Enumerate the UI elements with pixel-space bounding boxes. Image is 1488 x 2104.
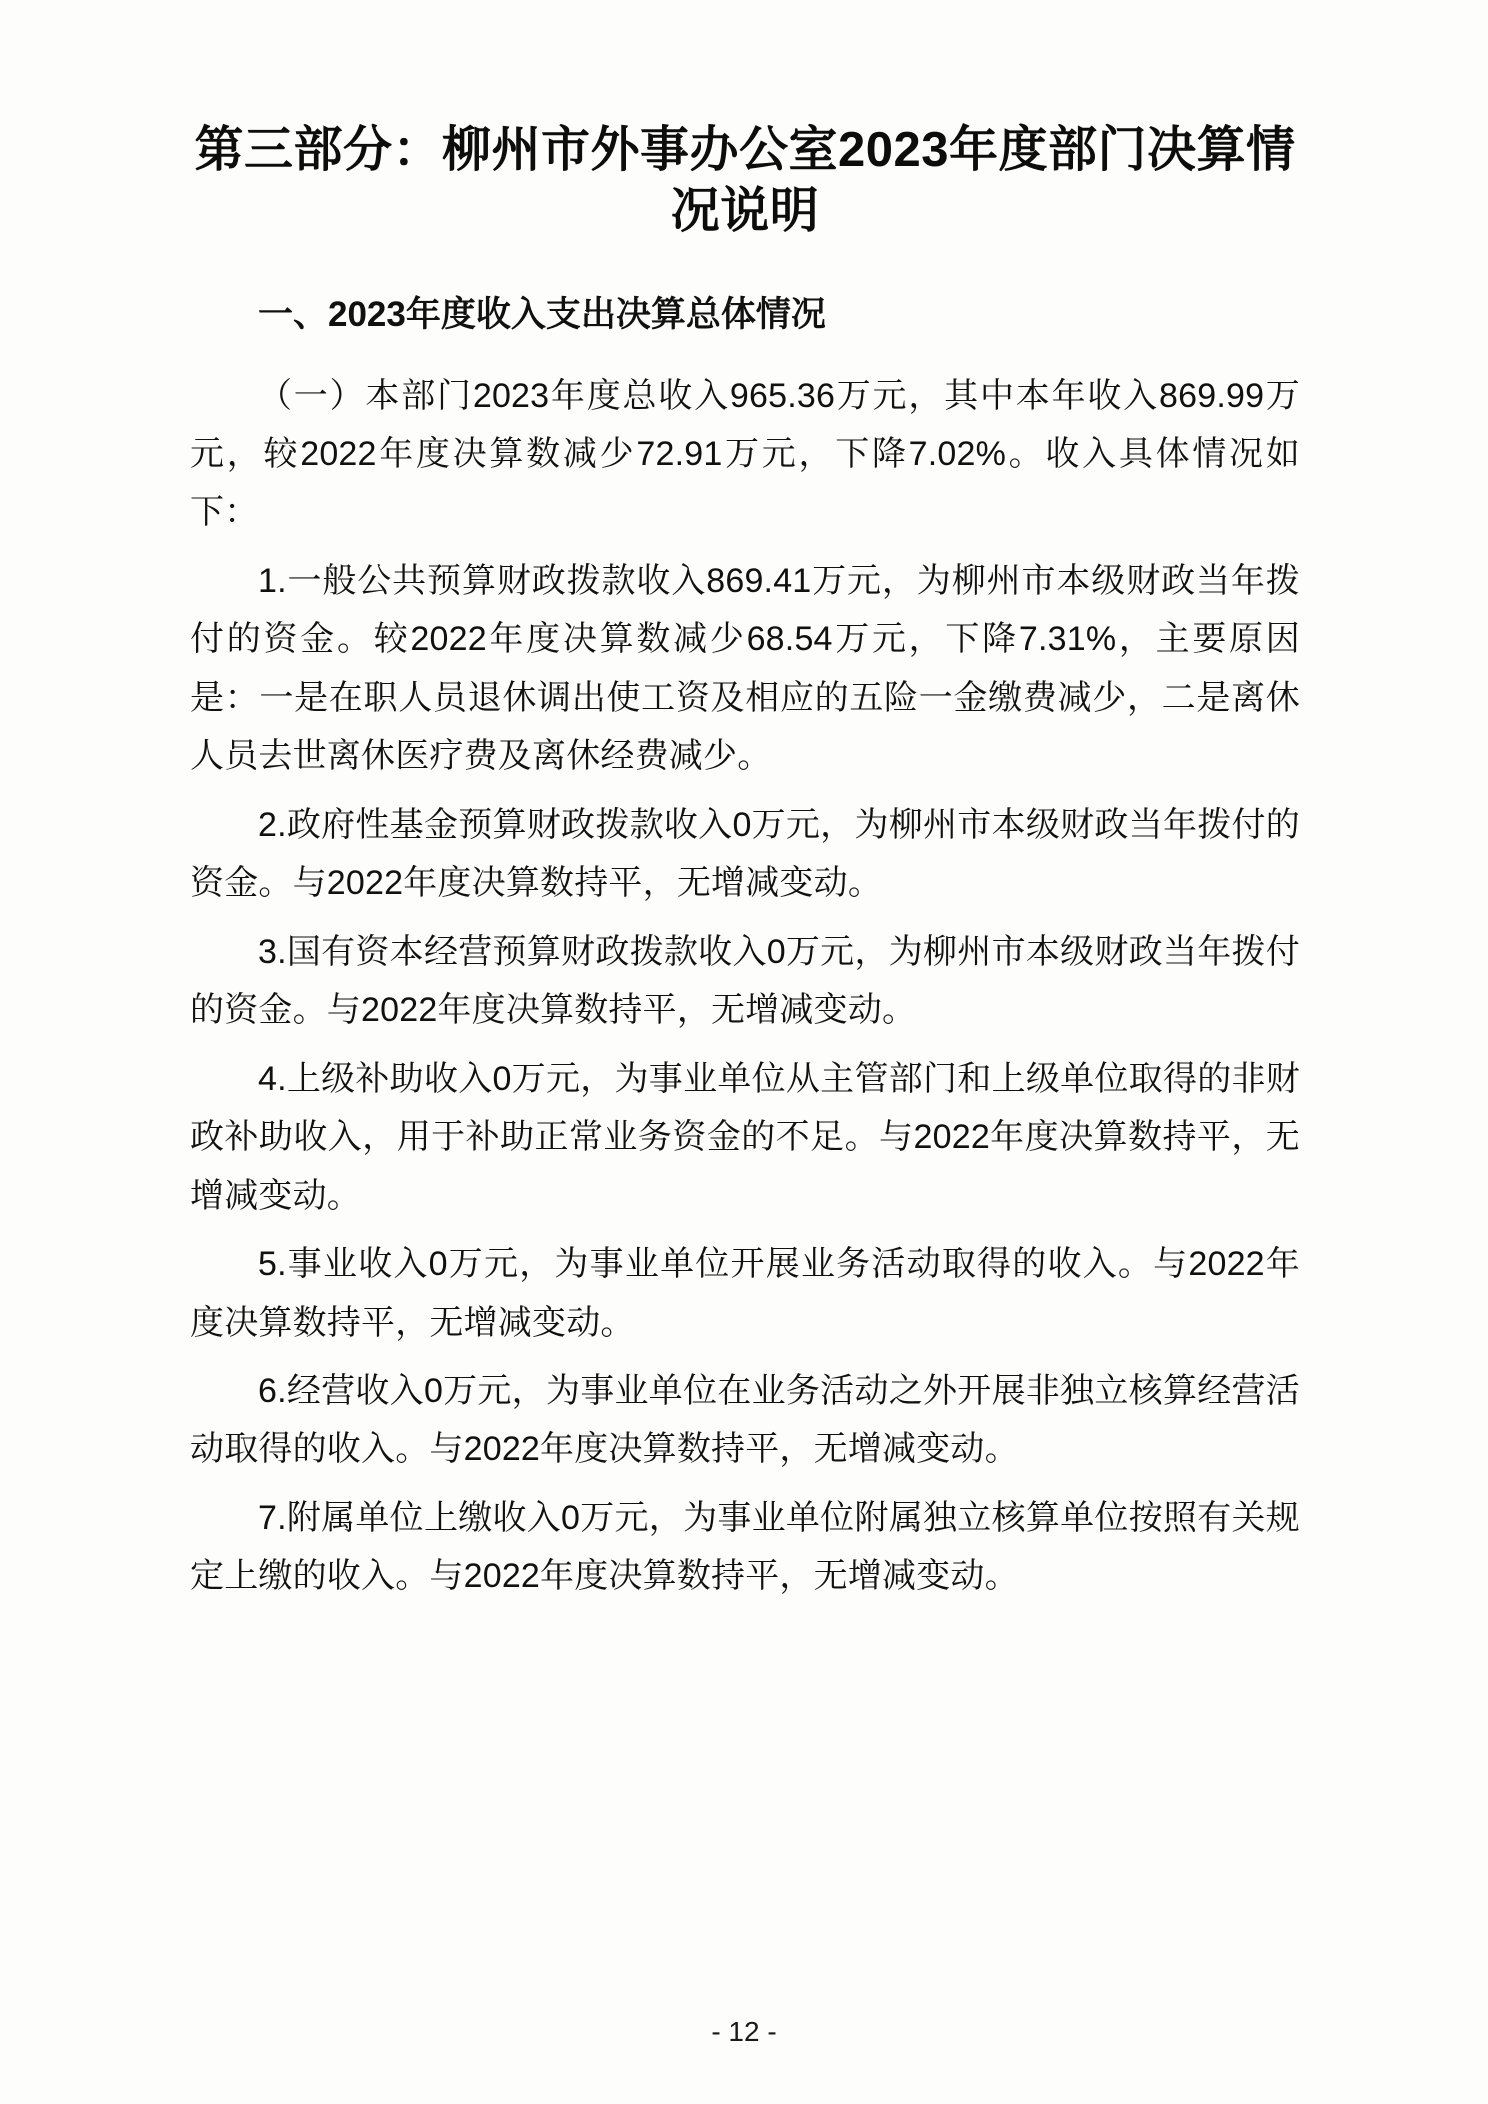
page-number: - 12 - <box>711 2016 777 2047</box>
document-body <box>190 120 1300 1616</box>
paragraph-item-4: 4.上级补助收入0万元，为事业单位从主管部门和上级单位取得的非财政补助收入，用于补助正常业务资金的不足。与2022年度决算数持平，无增减变动。 <box>190 1059 1300 1215</box>
paragraph-item-2: 2.政府性基金预算财政拨款收入0万元，为柳州市本级财政当年拨付的资金。与2022年度决算数持平，无增减变动。 <box>190 805 1300 903</box>
paragraph-item-6: 6.经营收入0万元，为事业单位在业务活动之外开展非独立核算经营活动取得的收入。与2022年度决算数持平，无增减变动。 <box>190 1372 1300 1469</box>
section-heading: 一、2023年度收入支出决算总体情况 <box>258 294 826 334</box>
paragraph-item-3: 3.国有资本经营预算财政拨款收入0万元，为柳州市本级财政当年拨付的资金。与2022年度决算数持平，无增减变动。 <box>190 932 1300 1030</box>
paragraph-overview: （一）本部门2023年度总收入965.36万元，其中本年收入869.99万元，较2022年度决算数减少72.91万元，下降7.02%。收入具体情况如下： <box>190 376 1300 532</box>
page-title: 第三部分：柳州市外事办公室2023年度部门决算情况说明 <box>194 123 1296 239</box>
paragraph-item-7: 7.附属单位上缴收入0万元，为事业单位附属独立核算单位按照有关规定上缴的收入。与2022年度决算数持平，无增减变动。 <box>190 1498 1300 1596</box>
paragraph-item-5: 5.事业收入0万元，为事业单位开展业务活动取得的收入。与2022年度决算数持平，无增减变动。 <box>190 1245 1300 1342</box>
paragraph-item-1: 1.一般公共预算财政拨款收入869.41万元，为柳州市本级财政当年拨付的资金。较2022年度决算数减少68.54万元，下降7.31%，主要原因是：一是在职人员退休调出使工资及相应的五险一金缴费减少，二是离休人员去世离休医疗费及离休经费减少。 <box>190 561 1300 776</box>
